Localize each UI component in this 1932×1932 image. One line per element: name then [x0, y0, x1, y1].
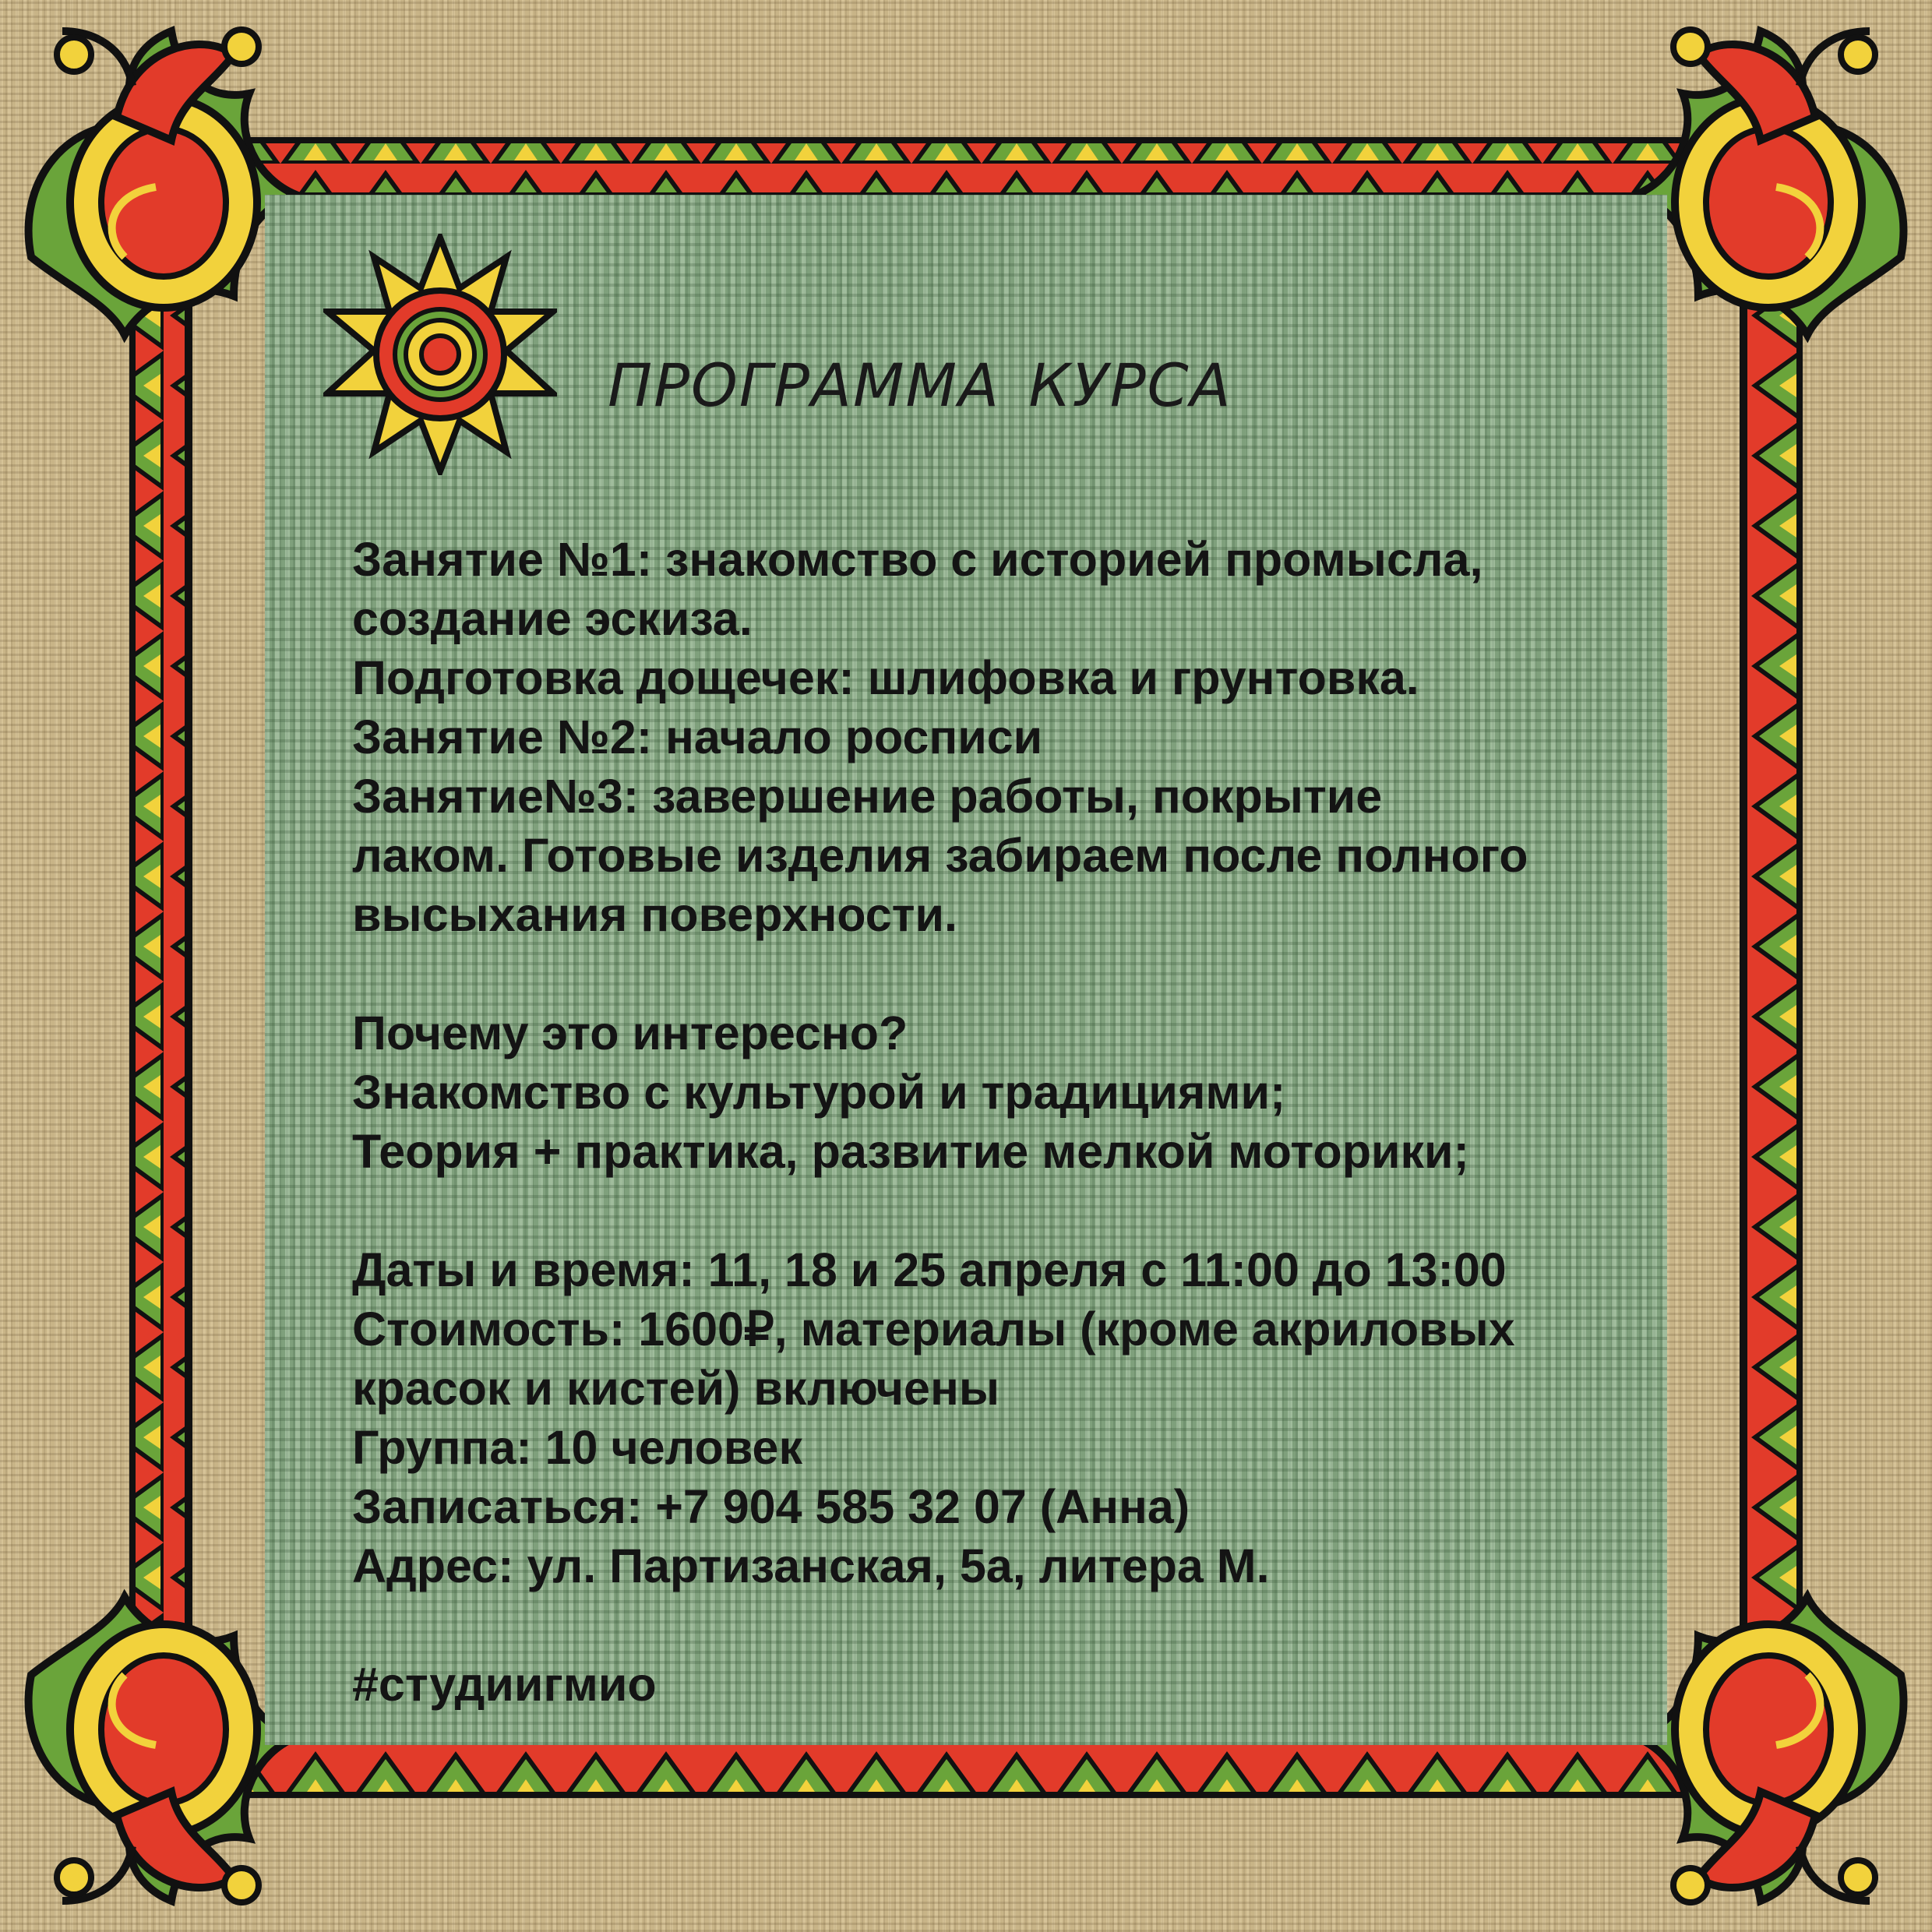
price-line: красок и кистей) включены [352, 1362, 999, 1415]
hashtag: #студиигмио [352, 1658, 657, 1711]
program-line: Занятие №1: знакомство с историей промысла, [352, 533, 1483, 586]
dates-line: Даты и время: 11, 18 и 25 апреля с 11:00 до 13:00 [352, 1243, 1507, 1296]
signup-line: Записаться: +7 904 585 32 07 (Анна) [352, 1480, 1190, 1533]
why-line: Теория + практика, развитие мелкой моторики; [352, 1125, 1469, 1178]
sun-ornament-icon [323, 234, 557, 475]
course-description [352, 530, 1661, 1714]
program-line: высыхания поверхности. [352, 888, 958, 941]
address-line: Адрес: ул. Партизанская, 5а, литера М. [352, 1539, 1270, 1592]
page-title: программа курса [608, 329, 1232, 426]
program-line: создание эскиза. [352, 592, 753, 645]
program-line: Подготовка дощечек: шлифовка и грунтовка. [352, 651, 1419, 704]
program-line: Занятие №2: начало росписи [352, 710, 1043, 763]
why-line: Знакомство с культурой и традициями; [352, 1066, 1286, 1119]
price-line: Стоимость: 1600₽, материалы (кроме акриловых [352, 1303, 1515, 1356]
program-line: Занятие№3: завершение работы, покрытие [352, 770, 1383, 823]
group-line: Группа: 10 человек [352, 1421, 803, 1474]
program-line: лаком. Готовые изделия забираем после полного [352, 829, 1528, 882]
why-heading: Почему это интересно? [352, 1007, 908, 1059]
